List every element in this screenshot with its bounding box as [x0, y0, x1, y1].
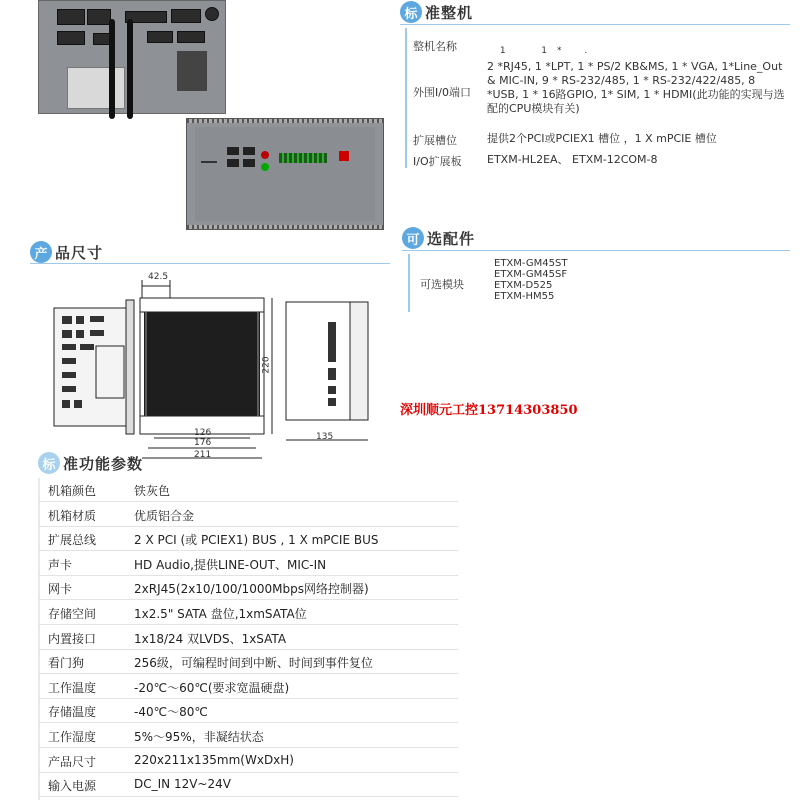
optional-item: ETXM-GM45SF: [494, 269, 568, 280]
param-key: 机箱材质: [48, 508, 97, 523]
spec-row-value: 提供2个PCI或PCIEX1 槽位 ，1 X mPCIE 槽位: [487, 132, 717, 145]
section-optional-title: 选配件: [427, 229, 476, 248]
contact-text: 深圳顺元工控13714303850: [400, 403, 578, 418]
param-row: [38, 749, 458, 773]
param-value: 256级，可编程时间到中断、时间到事件复位: [134, 656, 373, 671]
param-key: 网卡: [48, 582, 73, 597]
param-key: 扩展总线: [48, 533, 97, 548]
param-row: [38, 626, 458, 650]
param-key: 内置接口: [48, 631, 97, 646]
param-row: [38, 675, 458, 699]
param-value: 5%～95%，非凝结状态: [134, 730, 264, 744]
param-value: -20℃～60℃(要求宽温硬盘): [134, 680, 290, 695]
section-standard-title: 准整机: [425, 3, 474, 22]
optional-item: ETXM-D525: [494, 280, 553, 291]
param-row: [38, 527, 458, 551]
spec-row-label: I/O扩展板: [413, 155, 462, 168]
param-row: [38, 601, 458, 625]
param-key: 存储空间: [48, 607, 97, 621]
standard-spec-table: 整机名称 1 1* . 外围I/0端口 2 *RJ45, 1 *LPT, 1 * PS/2 KB&MS, 1 * VGA, 1*Line_Out & MIC-IN, 9 * RS-232/485, 1 * RS-232/422/485, 8 *USB, 1 * 16路GPIO, 1* SIM, 1 * HDMI(此功能的实现与选配的CPU模块有关) 扩展槽位 提供2个PCI或PCIEX1 槽位 ，1 X mPCIE 槽位 I/O扩展板 ETXM-HL2EA、 ETXM-12COM-8: [405, 28, 790, 168]
dim-label-length: 220: [261, 356, 272, 374]
param-key: 机箱颜色: [48, 484, 97, 498]
param-value: 1x18/24 双LVDS、1xSATA: [134, 631, 287, 646]
optional-table: [408, 254, 793, 312]
product-photo-front: [186, 118, 384, 230]
section-params-icon: 标: [38, 452, 60, 474]
spec-row-label: 整机名称: [413, 40, 457, 53]
param-key: 产品尺寸: [48, 754, 97, 769]
dim-label-width-inner: 126: [194, 428, 212, 438]
param-row: [38, 650, 458, 674]
product-photo-rear: [38, 0, 226, 114]
param-value: 2xRJ45(2x10/100/1000Mbps网络控制器): [134, 582, 369, 597]
param-row: [38, 503, 458, 527]
section-params-title: 准功能参数: [63, 454, 144, 473]
spec-row-value: 2 *RJ45, 1 *LPT, 1 * PS/2 KB&MS, 1 * VGA, 1*Line_Out & MIC-IN, 9 * RS-232/485, 1 * RS-232/422/485, 8 *USB, 1 * 16路GPIO, 1* SIM, 1 * HDMI(此功能的实现与选配的CPU模块有关): [487, 60, 785, 115]
param-separator: [38, 796, 458, 797]
param-value: 1x2.5" SATA 盘位,1xmSATA位: [134, 607, 307, 621]
param-key: 工作湿度: [48, 730, 97, 744]
spec-row-value: ETXM-HL2EA、 ETXM-12COM-8: [487, 153, 658, 166]
param-key: 看门狗: [48, 656, 85, 671]
section-optional-divider: [402, 250, 790, 251]
dim-label-depth-offset: 42.5: [148, 272, 169, 282]
param-value: DC_IN 12V~24V: [134, 777, 231, 792]
optional-item: ETXM-GM45ST: [494, 258, 568, 269]
param-value: 220x211x135mm(WxDxH): [134, 752, 294, 767]
section-optional-icon: 可: [402, 227, 424, 249]
param-value: 2 X PCI (或 PCIEX1) BUS , 1 X mPCIE BUS: [134, 533, 379, 548]
dim-label-width-mid: 176: [194, 438, 212, 448]
section-size-title: 品尺寸: [55, 243, 104, 262]
section-size-icon: 产: [30, 241, 52, 263]
param-value: -40℃～80℃: [134, 705, 208, 720]
section-standard-icon: 标: [400, 1, 422, 23]
param-row: [38, 699, 458, 723]
dim-label-width-outer: 211: [194, 450, 212, 460]
optional-items: [494, 258, 567, 302]
param-row: [38, 724, 458, 748]
param-key: 存储温度: [48, 705, 97, 720]
param-value: HD Audio,提供LINE-OUT、MIC-IN: [134, 557, 327, 572]
spec-row-label: 外围I/0端口: [413, 86, 471, 99]
param-key: 输入电源: [48, 779, 97, 794]
section-standard-header: [400, 1, 473, 23]
optional-label: 可选模块: [420, 278, 464, 291]
param-row: [38, 552, 458, 576]
section-standard-divider: [400, 24, 790, 25]
section-size-header: [30, 241, 103, 263]
dim-label-height: 135: [316, 432, 334, 442]
param-row: [38, 773, 458, 797]
param-key: 工作温度: [48, 680, 97, 695]
spec-row-label: 扩展槽位: [413, 134, 457, 147]
param-key: 声卡: [48, 557, 73, 572]
param-row: [38, 576, 458, 600]
section-params-header: [38, 452, 143, 474]
param-row: [38, 478, 458, 502]
section-optional-header: [402, 227, 475, 249]
section-size-divider: [30, 263, 390, 264]
optional-item: ETXM-HM55: [494, 291, 555, 302]
param-value: 铁灰色: [134, 484, 171, 498]
param-value: 优质铝合金: [134, 508, 195, 523]
